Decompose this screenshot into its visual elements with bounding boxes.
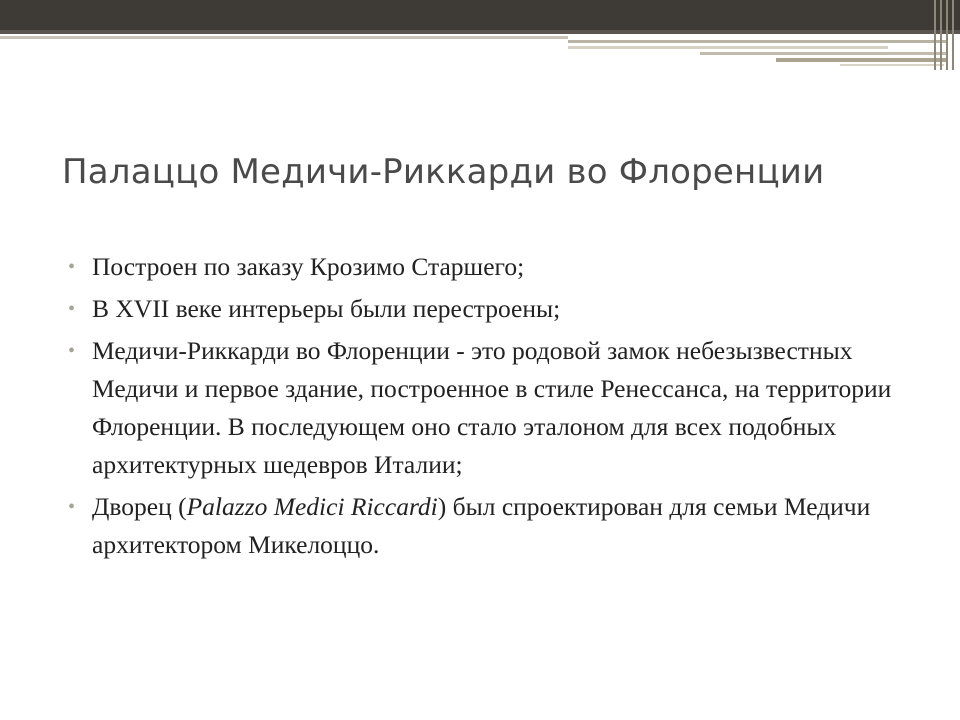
decor-bar (840, 64, 944, 66)
bullet-item (68, 488, 918, 564)
stripe (952, 0, 954, 70)
bullet-dot: • (68, 340, 76, 362)
stripe (934, 0, 936, 70)
decor-bar (776, 58, 948, 62)
top-dark-band (0, 0, 960, 34)
decor-bar (700, 52, 948, 55)
bullet-dot: • (68, 256, 76, 278)
bullet-dot: • (68, 496, 76, 518)
bullet-text-after: ) был спроектирован для семьи Медичи архитектором Микелоццо. (92, 492, 871, 559)
corner-stripes (930, 0, 960, 70)
stripe (940, 0, 942, 70)
stripe (946, 0, 948, 70)
bullet-item (68, 332, 918, 484)
top-band-highlight (0, 30, 960, 34)
slide-title: Палаццо Медичи-Риккарди во Флоренции (62, 152, 825, 192)
bullet-text: Медичи-Риккарди во Флоренции - это родовой замок небезызвестных Медичи и первое здание, построенное в стиле Ренессанса, на территории Флоренции. В последующем оно стало эталоном для всех подобных архитектурных шедевров Италии; (92, 336, 892, 479)
decor-bar (568, 46, 888, 49)
bullet-list (68, 248, 918, 568)
bullet-text: В XVII веке интерьеры были перестроены; (92, 294, 561, 323)
decor-bar (568, 40, 948, 43)
bullet-dot: • (68, 298, 76, 320)
bullet-item (68, 248, 918, 286)
bullet-text: Построен по заказу Крозимо Старшего; (92, 252, 525, 281)
bullet-item (68, 290, 918, 328)
bullet-text-before: Дворец ( (92, 492, 187, 521)
decor-bar (0, 36, 568, 39)
bullet-text-italic: Palazzo Medici Riccardi (186, 492, 438, 521)
